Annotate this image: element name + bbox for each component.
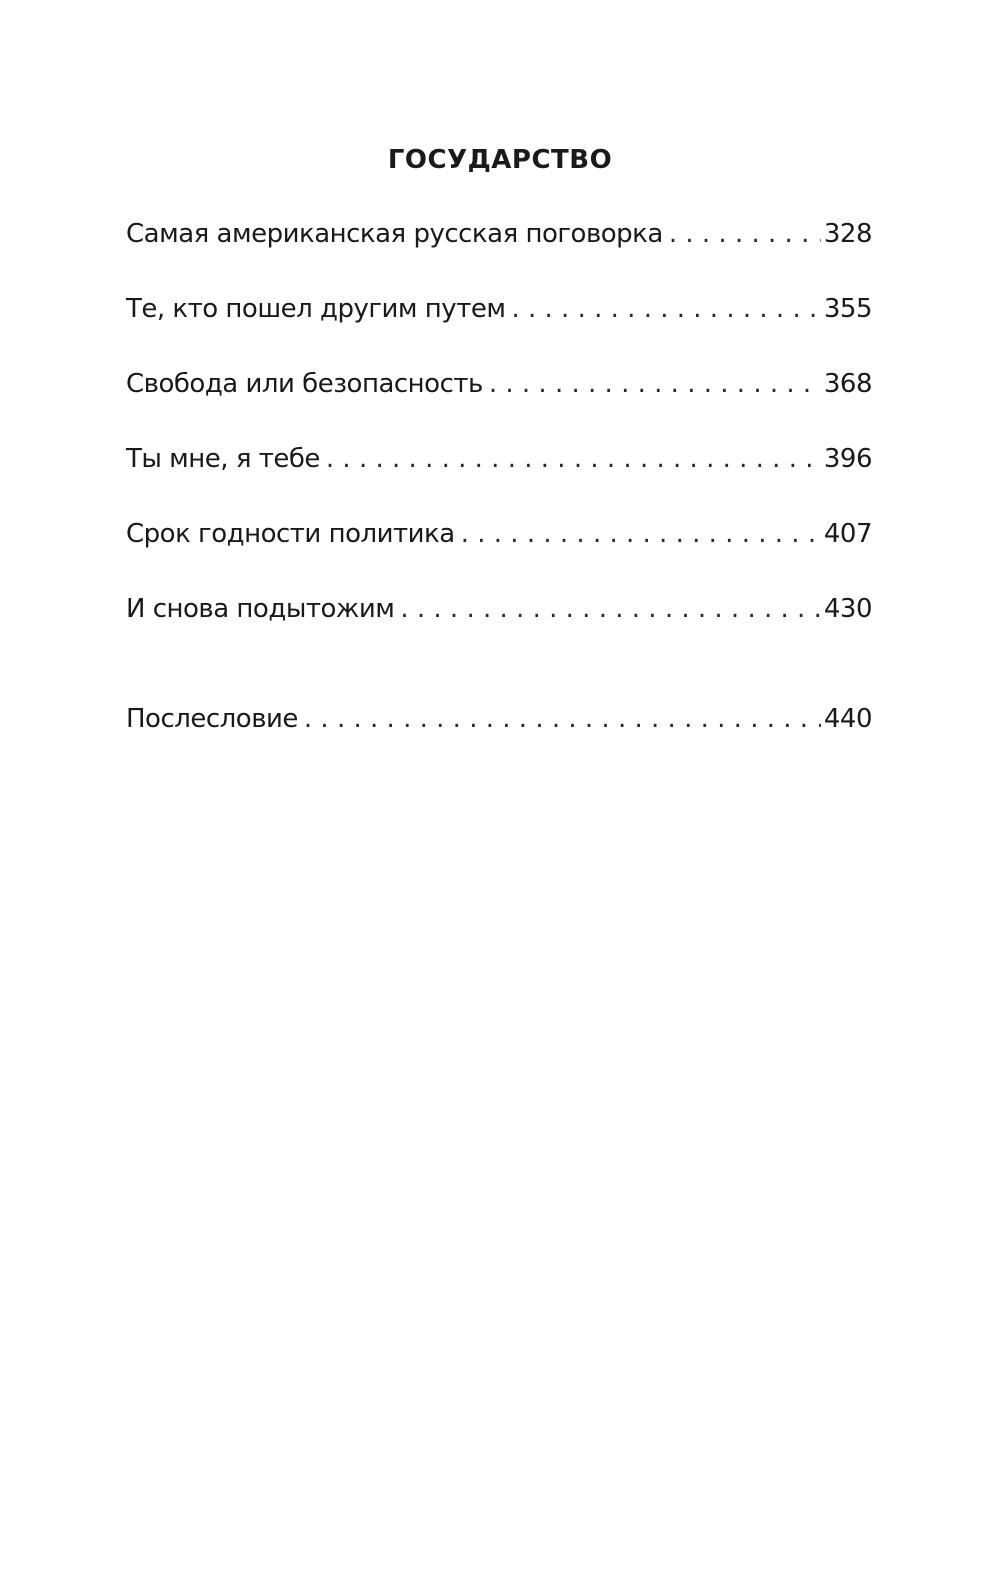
toc-dot-leader <box>489 364 821 404</box>
toc-page-number: 407 <box>823 519 872 549</box>
toc-page-number: 328 <box>823 219 872 249</box>
toc-entry-title: И снова подытожим <box>126 594 395 624</box>
toc-entry-title: Послесловие <box>126 704 298 734</box>
toc-entry <box>126 589 872 664</box>
toc-page-number: 440 <box>823 704 872 734</box>
toc-dot-leader <box>461 514 821 554</box>
toc-entry <box>126 214 872 289</box>
toc-dot-leader <box>669 214 821 254</box>
toc-entry-title: Свобода или безопасность <box>126 369 483 399</box>
toc-entry-afterword <box>126 699 872 774</box>
toc-entry <box>126 514 872 589</box>
toc-dot-leader <box>326 439 821 479</box>
toc-entry-title: Ты мне, я тебе <box>126 444 320 474</box>
toc-dot-leader <box>400 589 821 629</box>
toc-page-number: 368 <box>823 369 872 399</box>
toc-page-number: 396 <box>823 444 872 474</box>
toc-dot-leader <box>304 699 821 739</box>
toc-dot-leader <box>511 289 820 329</box>
toc-entry-title: Срок годности политика <box>126 519 455 549</box>
toc-entry-title: Самая американская русская поговорка <box>126 219 663 249</box>
toc-entry <box>126 439 872 514</box>
table-of-contents <box>126 214 872 774</box>
toc-entry <box>126 289 872 364</box>
toc-entry <box>126 364 872 439</box>
toc-entry-title: Те, кто пошел другим путем <box>126 294 506 324</box>
section-title: ГОСУДАРСТВО <box>387 145 613 175</box>
toc-page-number: 355 <box>823 294 872 324</box>
toc-page-number: 430 <box>823 594 872 624</box>
